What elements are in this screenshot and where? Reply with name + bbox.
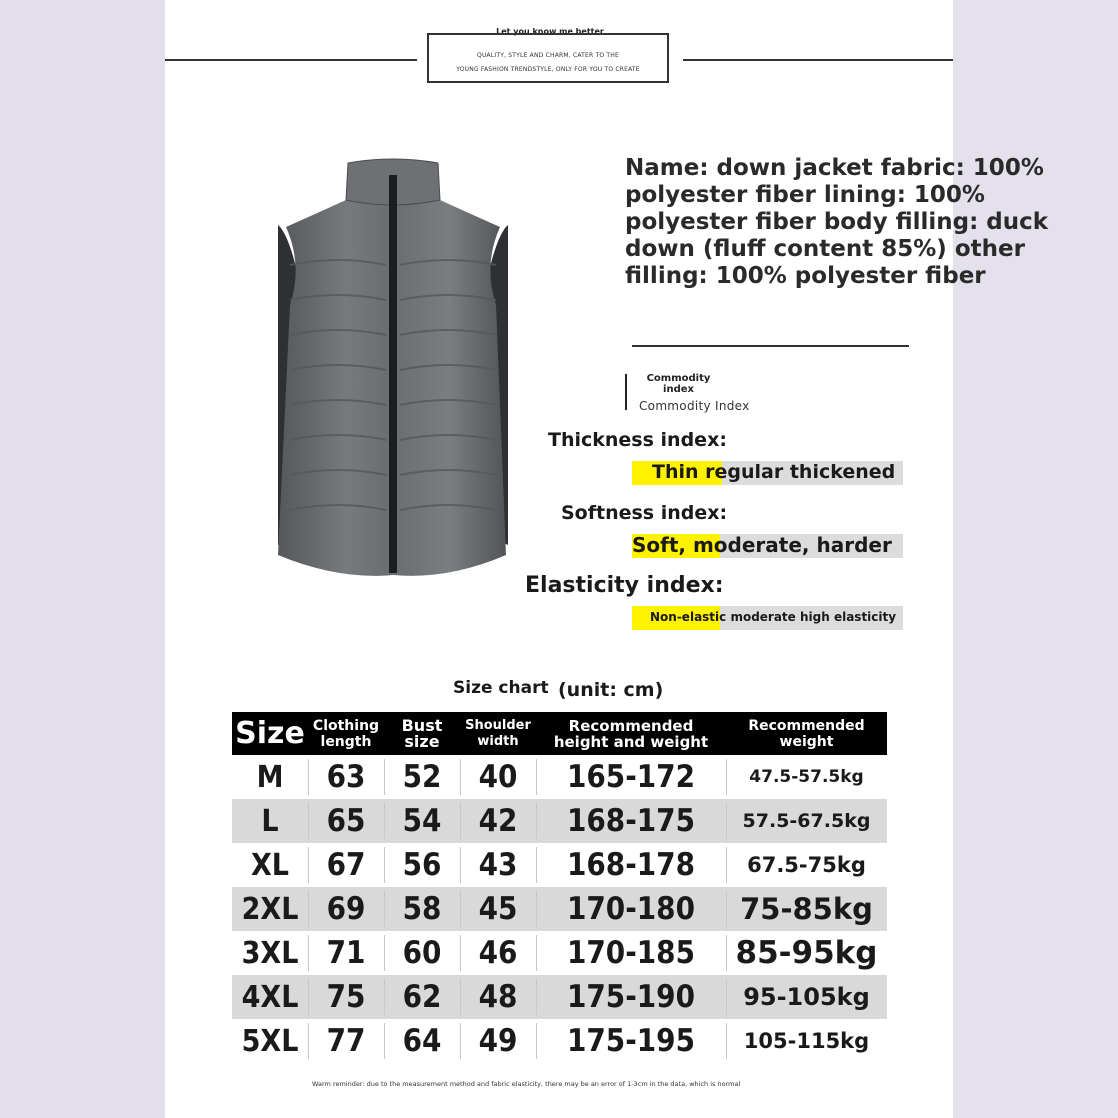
cell-shoulder-width: 40: [478, 759, 518, 795]
cell-bust-size: 54: [402, 803, 442, 839]
cell-recommended-weight: 67.5-75kg: [747, 853, 866, 877]
table-row: [232, 799, 887, 843]
cell-clothing-length: 69: [326, 891, 366, 927]
cell-recommended-weight: 47.5-57.5kg: [749, 767, 864, 787]
cell-recommended-height-weight: 175-195: [566, 1023, 695, 1059]
cell-clothing-length: 75: [326, 979, 366, 1015]
cell-recommended-weight: 95-105kg: [743, 983, 870, 1011]
thickness-index-value: Thin regular thickened: [652, 461, 896, 483]
vest-image: [268, 155, 518, 585]
header-recommended-weight: Recommended weight: [748, 717, 865, 750]
table-row: [232, 931, 887, 975]
cell-recommended-weight: 105-115kg: [743, 1029, 870, 1053]
cell-recommended-height-weight: 168-178: [566, 847, 695, 883]
cell-size: 4XL: [241, 979, 299, 1015]
table-row: [232, 1019, 887, 1063]
warm-reminder: Warm reminder: due to the measurement method and fabric elasticity, there may be an error of 1-3cm in the data, which is normal: [312, 1080, 741, 1088]
header-shoulder-width: Shoulder width: [465, 717, 531, 749]
cell-recommended-height-weight: 165-172: [566, 759, 695, 795]
thickness-index-label: Thickness index:: [548, 429, 727, 451]
cell-size: L: [261, 803, 279, 839]
cell-shoulder-width: 49: [478, 1023, 518, 1059]
cell-size: M: [256, 759, 284, 795]
product-name: Name: down jacket fabric: 100% polyester fiber lining: 100% polyester fiber body filling: duck down (fluff content 85%) other filling: 100% polyester fiber: [625, 155, 1049, 289]
cell-recommended-height-weight: 170-185: [566, 935, 695, 971]
table-row: [232, 975, 887, 1019]
cell-bust-size: 62: [402, 979, 442, 1015]
header-recommended-height-weight: Recommended height and weight: [553, 716, 709, 751]
cell-bust-size: 52: [402, 759, 442, 795]
commodity-index-subtitle: Commodity Index: [639, 399, 750, 413]
cell-clothing-length: 67: [326, 847, 366, 883]
cell-recommended-height-weight: 175-190: [566, 979, 695, 1015]
section-divider: [632, 345, 909, 347]
header-rule-left: [165, 59, 417, 61]
elasticity-index-value: Non-elastic moderate high elasticity: [650, 610, 897, 624]
cell-shoulder-width: 46: [478, 935, 518, 971]
cell-shoulder-width: 43: [478, 847, 518, 883]
header-line-1: QUALITY, STYLE AND CHARM, CATER TO THE: [477, 52, 619, 59]
size-chart-title: Size chart: [453, 678, 549, 698]
table-row: [232, 843, 887, 887]
cell-recommended-height-weight: 168-175: [566, 803, 695, 839]
table-row: [232, 887, 887, 931]
cell-shoulder-width: 45: [478, 891, 518, 927]
header-size: Size: [235, 715, 305, 751]
softness-index-label: Softness index:: [561, 502, 728, 524]
commodity-index-title: Commodity index: [646, 373, 711, 395]
cell-recommended-weight: 85-95kg: [735, 935, 878, 971]
cell-size: XL: [250, 847, 289, 883]
header-line-2: YOUNG FASHION TRENDSTYLE, ONLY FOR YOU TO CREATE: [456, 66, 640, 73]
cell-recommended-height-weight: 170-180: [566, 891, 695, 927]
cell-size: 5XL: [241, 1023, 299, 1059]
cell-clothing-length: 63: [326, 759, 366, 795]
elasticity-index-label: Elasticity index:: [525, 573, 724, 598]
cell-recommended-weight: 57.5-67.5kg: [742, 810, 871, 832]
background-left: [0, 0, 165, 1118]
header-clothing-length: Clothing length: [312, 717, 380, 750]
cell-bust-size: 64: [402, 1023, 442, 1059]
header-kicker: Let you know me better: [496, 27, 604, 36]
cell-bust-size: 60: [402, 935, 442, 971]
cell-size: 3XL: [241, 935, 299, 971]
cell-recommended-weight: 75-85kg: [740, 892, 873, 926]
size-chart-unit: (unit: cm): [558, 679, 664, 701]
header-bust-size: Bust size: [401, 715, 443, 751]
header-rule-right: [683, 59, 953, 61]
cell-clothing-length: 65: [326, 803, 366, 839]
cell-clothing-length: 71: [326, 935, 366, 971]
commodity-index-bar: [625, 374, 627, 410]
cell-shoulder-width: 48: [478, 979, 518, 1015]
table-row: [232, 755, 887, 799]
softness-index-value: Soft, moderate, harder: [632, 533, 892, 557]
cell-shoulder-width: 42: [478, 803, 518, 839]
header-box: [427, 33, 669, 83]
size-table-header: [232, 712, 887, 755]
cell-bust-size: 56: [402, 847, 442, 883]
cell-size: 2XL: [241, 891, 299, 927]
cell-clothing-length: 77: [326, 1023, 366, 1059]
cell-bust-size: 58: [402, 891, 442, 927]
